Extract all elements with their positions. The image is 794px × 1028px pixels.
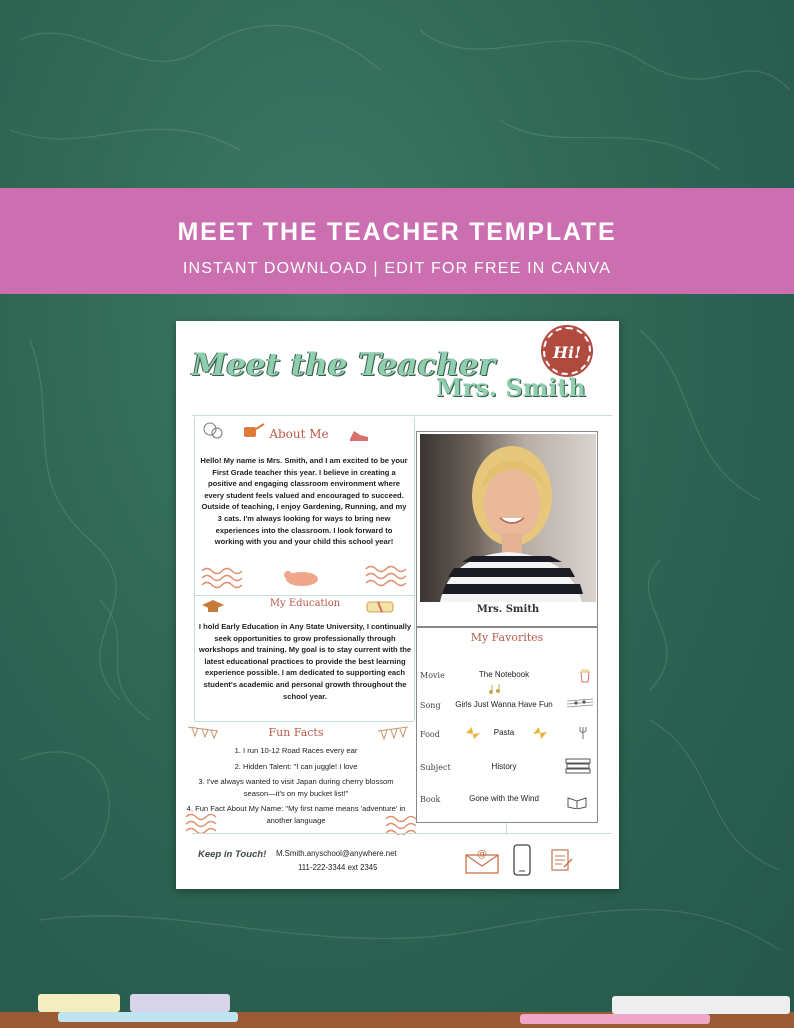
bunting-icon xyxy=(376,725,410,741)
notepad-icon xyxy=(550,847,574,873)
divider xyxy=(192,833,612,834)
template-heading: Meet the Teacher xyxy=(192,347,496,383)
fav-value-song: Girls Just Wanna Have Fun xyxy=(455,700,553,709)
diploma-icon xyxy=(364,597,398,617)
fav-label-subject: Subject xyxy=(420,763,451,772)
hi-badge: Hi! xyxy=(543,327,591,375)
banner-subtitle: INSTANT DOWNLOAD | EDIT FOR FREE IN CANVA xyxy=(182,260,612,277)
svg-text:@: @ xyxy=(477,849,487,860)
list-item: 2. Hidden Talent: "I can juggle! I love xyxy=(234,761,358,771)
divider xyxy=(194,721,414,722)
list-item: 1. I run 10-12 Road Races every ear xyxy=(234,746,358,755)
template-preview xyxy=(176,321,619,889)
wavy-lines-icon xyxy=(200,565,246,591)
wavy-lines-icon xyxy=(184,811,218,833)
email-envelope-icon xyxy=(464,847,500,875)
running-shoe-icon xyxy=(348,427,370,443)
divider xyxy=(414,417,415,721)
fun-facts-list xyxy=(186,745,406,830)
divider xyxy=(194,595,414,596)
chalk-lavender xyxy=(130,994,230,1012)
fav-label-food: Food xyxy=(420,730,440,739)
popcorn-icon xyxy=(578,667,592,683)
chalk-white xyxy=(612,996,790,1014)
music-staff-icon xyxy=(566,697,594,709)
chalk-pink xyxy=(520,1014,710,1024)
contact-phone: 111-222-3344 ext 2345 xyxy=(298,863,378,872)
fav-value-movie: The Notebook xyxy=(478,670,530,679)
fav-value-food: Pasta xyxy=(493,728,515,737)
open-book-icon xyxy=(566,795,588,809)
fork-icon xyxy=(576,725,590,741)
divider xyxy=(506,823,507,835)
about-title: About Me xyxy=(269,427,329,441)
list-item: 3. I've always wanted to visit Japan during cherry blossom season—it's on my bucket list!" xyxy=(198,777,394,798)
teacher-photo xyxy=(420,434,596,602)
fav-value-book: Gone with the Wind xyxy=(469,794,539,803)
fav-label-song: Song xyxy=(420,701,441,710)
fav-value-subject: History xyxy=(491,762,517,771)
watering-can-icon xyxy=(240,421,266,441)
photo-caption: Mrs. Smith xyxy=(476,604,540,615)
fav-label-book: Book xyxy=(420,795,441,804)
favorites-title: My Favorites xyxy=(470,631,544,644)
contact-email: M.Smith.anyschool@anywhere.net xyxy=(276,849,397,858)
list-item: 4. Fun Fact About My Name: "My first name means 'adventure' in another language xyxy=(186,804,406,825)
education-text: I hold Early Education in Any State University, I continually seek opportunities to grow professionally through workshops and training. My goal is to stay current with the latest educational practices to provide the best learning experience possible. I am dedicated to supporting each student's academic and personal growth throughout the school year. xyxy=(198,622,412,701)
books-stack-icon xyxy=(564,757,592,775)
about-text: Hello! My name is Mrs. Smith, and I am excited to be your First Grade teacher this year. I believe in creating a positive and engaging classroom environment where every student feels valued and encouraged to succeed. Outside of teaching, I enjoy Gardening, Running, and my 3 cats. I'm always looking for ways to bring new experiences into the classroom. I look forward to working with you and your child this school year! xyxy=(200,456,408,547)
chalk-yellow xyxy=(38,994,120,1012)
graduation-cap-icon xyxy=(200,597,226,617)
speech-bubbles-icon xyxy=(202,421,224,441)
fav-label-movie: Movie xyxy=(420,671,445,680)
wavy-lines-icon xyxy=(384,813,418,835)
divider xyxy=(192,415,612,416)
education-title: My Education xyxy=(269,598,341,609)
title-banner xyxy=(0,188,794,294)
chalk-blue xyxy=(58,1012,238,1022)
keep-in-touch-label: Keep in Touch! xyxy=(198,849,267,860)
cat-icon xyxy=(282,567,322,587)
pasta-icon xyxy=(530,724,550,740)
pasta-icon xyxy=(464,725,482,741)
wavy-lines-icon xyxy=(364,563,410,589)
bunting-icon xyxy=(186,725,220,741)
phone-icon xyxy=(512,843,532,877)
fun-facts-title: Fun Facts xyxy=(268,726,324,739)
banner-title: MEET THE TEACHER TEMPLATE xyxy=(177,218,617,246)
divider xyxy=(194,417,195,721)
teacher-name: Mrs. Smith xyxy=(436,373,586,402)
music-notes-icon xyxy=(488,683,506,695)
